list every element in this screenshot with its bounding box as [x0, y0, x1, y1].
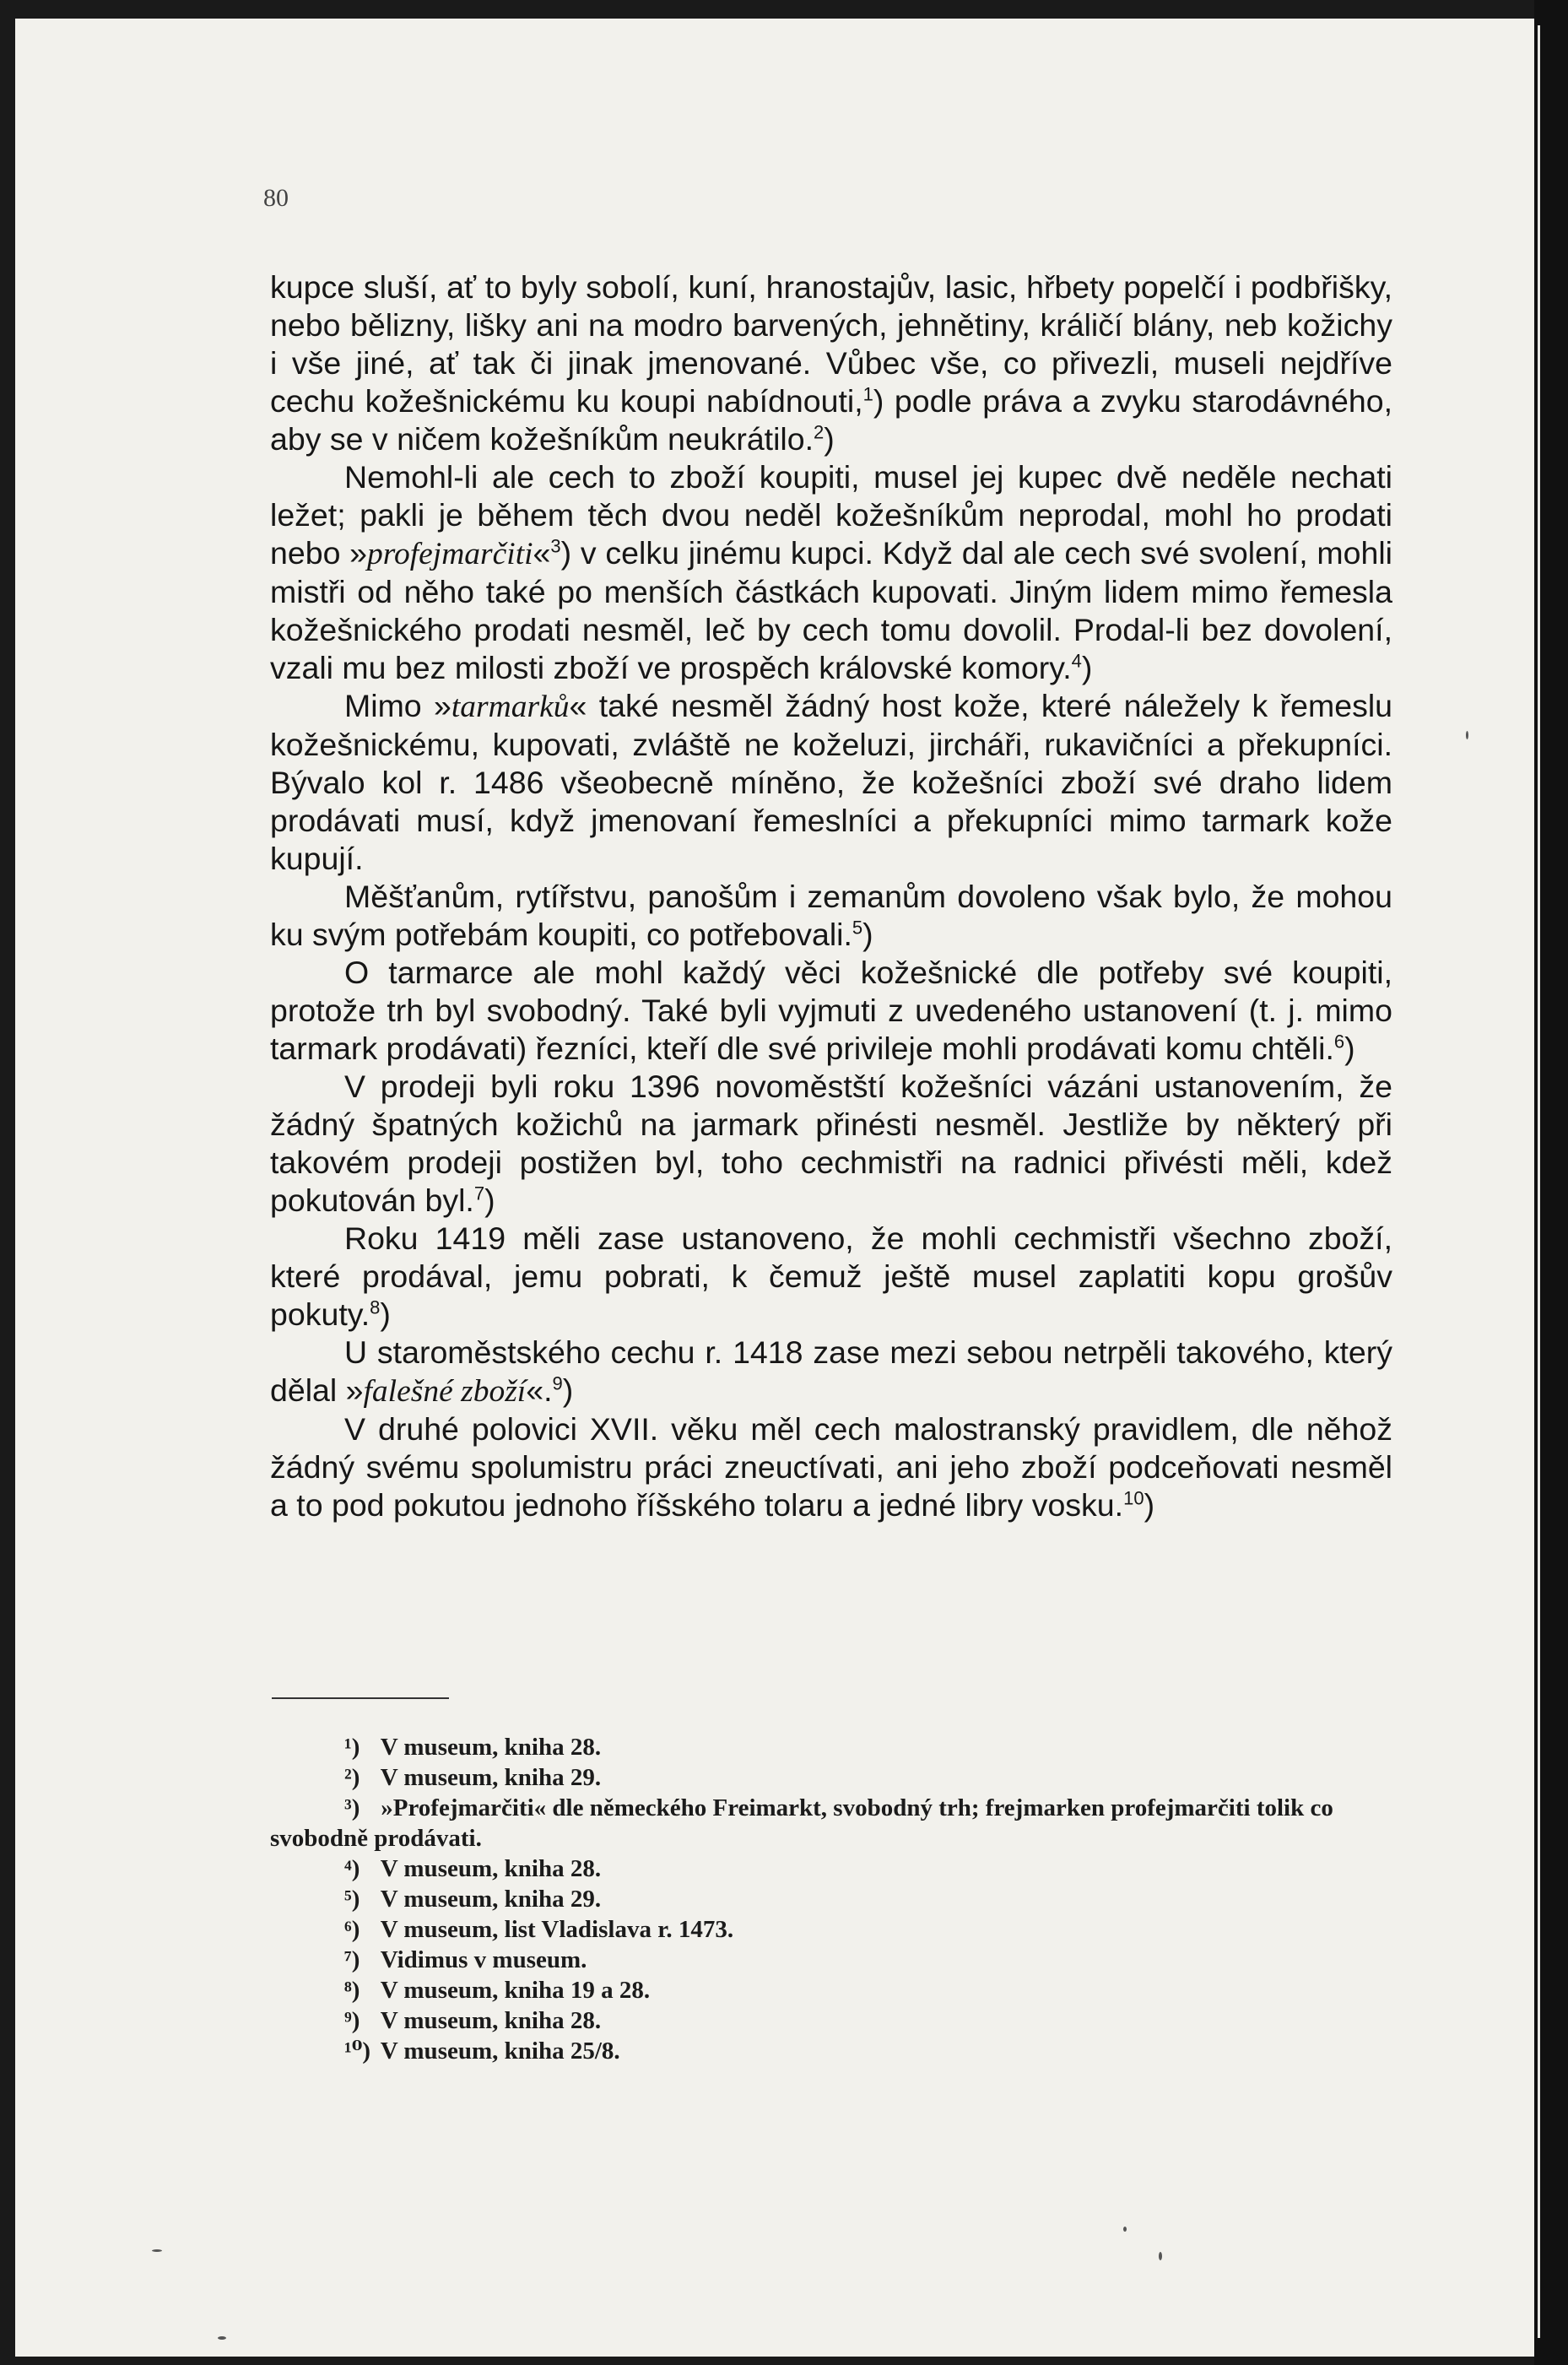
footnote-label: ⁷)	[344, 1946, 360, 1973]
footnote-label: ¹)	[344, 1734, 360, 1761]
paragraph-text: )	[862, 917, 873, 952]
footnote-reference: 4	[1071, 650, 1082, 672]
footnote	[270, 1975, 1401, 2005]
footnote	[270, 1914, 1401, 1945]
footnote-label: ¹⁰)	[344, 2038, 371, 2065]
paragraph	[270, 687, 1392, 878]
footnote-reference: 2	[814, 421, 825, 443]
paragraph-text: Roku 1419 měli zase ustanoveno, že mohli cechmistři všechno zboží, které prodával, jemu pobrati, k čemuž ještě musel zaplatiti kopu grošův pokuty.	[270, 1220, 1392, 1332]
paragraph-text: )	[1344, 1031, 1355, 1066]
footnote	[270, 1732, 1401, 1762]
paragraph	[270, 1220, 1392, 1334]
footnote-reference: 7	[473, 1182, 485, 1204]
footnote-label: ⁵)	[344, 1886, 360, 1913]
footnote-label: ³)	[344, 1794, 360, 1821]
footnote-text: V museum, kniha 29.	[380, 1886, 602, 1913]
footnote-reference: 3	[550, 535, 561, 557]
footnote-reference: 1	[862, 383, 873, 405]
footnote-label: ⁶)	[344, 1916, 360, 1943]
footnote	[270, 1793, 1401, 1854]
footnote-reference: 8	[370, 1296, 381, 1318]
footnote-reference: 9	[552, 1372, 563, 1394]
paragraph	[270, 268, 1392, 458]
italic-term: tarmarků	[451, 690, 570, 724]
paragraph-text: Mimo »	[344, 688, 451, 723]
footnote	[270, 1762, 1401, 1793]
paragraph	[270, 1334, 1392, 1410]
footnote	[270, 2005, 1401, 2036]
book-binding-edge	[1534, 0, 1568, 2365]
page-number: 80	[263, 184, 289, 212]
paragraph-text: O tarmarce ale mohl každý věci kožešnické dle potřeby své koupiti, protože trh byl svobodný. Také byli vyjmuti z uvedeného ustanovení (t. j. mimo tarmark prodávati) řezníci, kteří dle své privileje mohli prodávati komu chtěli.	[270, 955, 1392, 1066]
scan-speck	[1123, 2227, 1127, 2232]
paragraph-text: )	[380, 1296, 391, 1332]
footnote-reference: 6	[1333, 1031, 1345, 1053]
paragraph-text: Nemohl-li ale cech to zboží koupiti, musel jej kupec dvě neděle nechati ležet; pakli je během těch dvou neděl kožešníkům neprodal, mohl ho prodati nebo »	[270, 459, 1392, 571]
footnote-text: V museum, kniha 28.	[380, 1734, 602, 1761]
footnote-text: V museum, kniha 28.	[380, 1855, 602, 1882]
footnote	[270, 2036, 1401, 2066]
paragraph-text: «.	[526, 1372, 553, 1408]
footnote-reference: 10	[1123, 1487, 1144, 1509]
scan-speck	[152, 2249, 162, 2252]
scan-speck	[1466, 731, 1468, 739]
footnote-label: ²)	[344, 1764, 360, 1791]
scan-speck	[1159, 2252, 1162, 2260]
footnote-label: ⁴)	[344, 1855, 360, 1882]
paragraph-text: )	[484, 1182, 495, 1218]
footnote-text: V museum, kniha 19 a 28.	[380, 1977, 651, 2004]
footnote-label: ⁹)	[344, 2007, 360, 2034]
page-edge-line	[1538, 25, 1540, 2338]
paragraph	[270, 458, 1392, 687]
paragraph	[270, 954, 1392, 1068]
footnote-reference: 5	[852, 917, 863, 939]
footnote-text: V museum, kniha 25/8.	[380, 2038, 620, 2065]
paragraph	[270, 1410, 1392, 1524]
paragraph	[270, 1068, 1392, 1220]
paragraph-text: ) podle práva a zvyku starodávného, aby se v ničem kožešníkům neukrátilo.	[270, 383, 1392, 457]
footnote-text: V museum, kniha 28.	[380, 2007, 602, 2034]
paragraph-text: V druhé polovici XVII. věku měl cech malostranský pravidlem, dle něhož žádný svému spolumistru práci zneuctívati, ani jeho zboží podceňovati nesměl a to pod pokutou jednoho říšského tolaru a jedné libry vosku.	[270, 1411, 1392, 1523]
paragraph-text: Měšťanům, rytířstvu, panošům i zemanům dovoleno však bylo, že mohou ku svým potřebám koupiti, co potřebovali.	[270, 879, 1392, 952]
paragraph-text: )	[824, 421, 835, 457]
paragraph	[270, 878, 1392, 954]
footnote-separator	[272, 1697, 449, 1699]
paragraph-text: )	[562, 1372, 574, 1408]
footnote-text: V museum, list Vladislava r. 1473.	[380, 1916, 734, 1943]
body-text	[270, 268, 1392, 1524]
scan-speck	[218, 2336, 226, 2340]
footnote-text: »Profejmarčiti« dle německého Freimarkt, svobodný trh; frejmarken profejmarčiti tolik co svobodně prodávati.	[270, 1794, 1333, 1852]
paragraph-text: « také nesměl žádný host kože, které náležely k řemeslu kožešnickému, kupovati, zvláště ne koželuzi, jircháři, rukavičníci a překupníci. Bývalo kol r. 1486 všeobecně míněno, že kožešníci zboží své draho lidem prodávati musí, když jmenovaní řemeslníci a překupníci mimo tarmark kože kupují.	[270, 688, 1393, 876]
paragraph-text: kupce sluší, ať to byly sobolí, kuní, hranostajův, lasic, hřbety popelčí i podbřišky, nebo bělizny, lišky ani na modro barvených, jehnětiny, králičí blány, neb kožichy i vše jiné, ať tak či jinak jmenované. Vůbec vše, co přivezli, museli nejdříve cechu kožešnickému ku koupi nabídnouti,	[270, 269, 1392, 419]
footnote-label: ⁸)	[344, 1977, 360, 2004]
footnote-text: V museum, kniha 29.	[380, 1764, 602, 1791]
italic-term: profejmarčiti	[367, 537, 533, 571]
footnotes	[270, 1732, 1401, 2066]
paragraph-text: «	[533, 535, 551, 571]
paragraph-text: ) v celku jinému kupci. Když dal ale cech své svolení, mohli mistři od něho také po menších částkách kupovati. Jiným lidem mimo řemesla kožešnického prodati nesměl, leč by cech tomu dovolil. Prodal-li bez dovolení, vzali mu bez milosti zboží ve prospěch královské komory.	[270, 535, 1392, 685]
paragraph-text: V prodeji byli roku 1396 novoměstští kožešníci vázáni ustanovením, že žádný špatných kožichů na jarmark přinésti nesměl. Jestliže by některý při takovém prodeji postižen byl, toho cechmistři na radnici přivésti měli, kdež pokutován byl.	[270, 1069, 1392, 1218]
footnote-text: Vidimus v museum.	[380, 1946, 587, 1973]
paragraph-text: )	[1144, 1487, 1155, 1523]
paragraph-text: U staroměstského cechu r. 1418 zase mezi sebou netrpěli takového, který dělal »	[270, 1334, 1392, 1408]
italic-term: falešné zboží	[363, 1374, 527, 1409]
footnote	[270, 1945, 1401, 1975]
footnote	[270, 1884, 1401, 1914]
paragraph-text: )	[1081, 650, 1093, 685]
footnote	[270, 1854, 1401, 1884]
